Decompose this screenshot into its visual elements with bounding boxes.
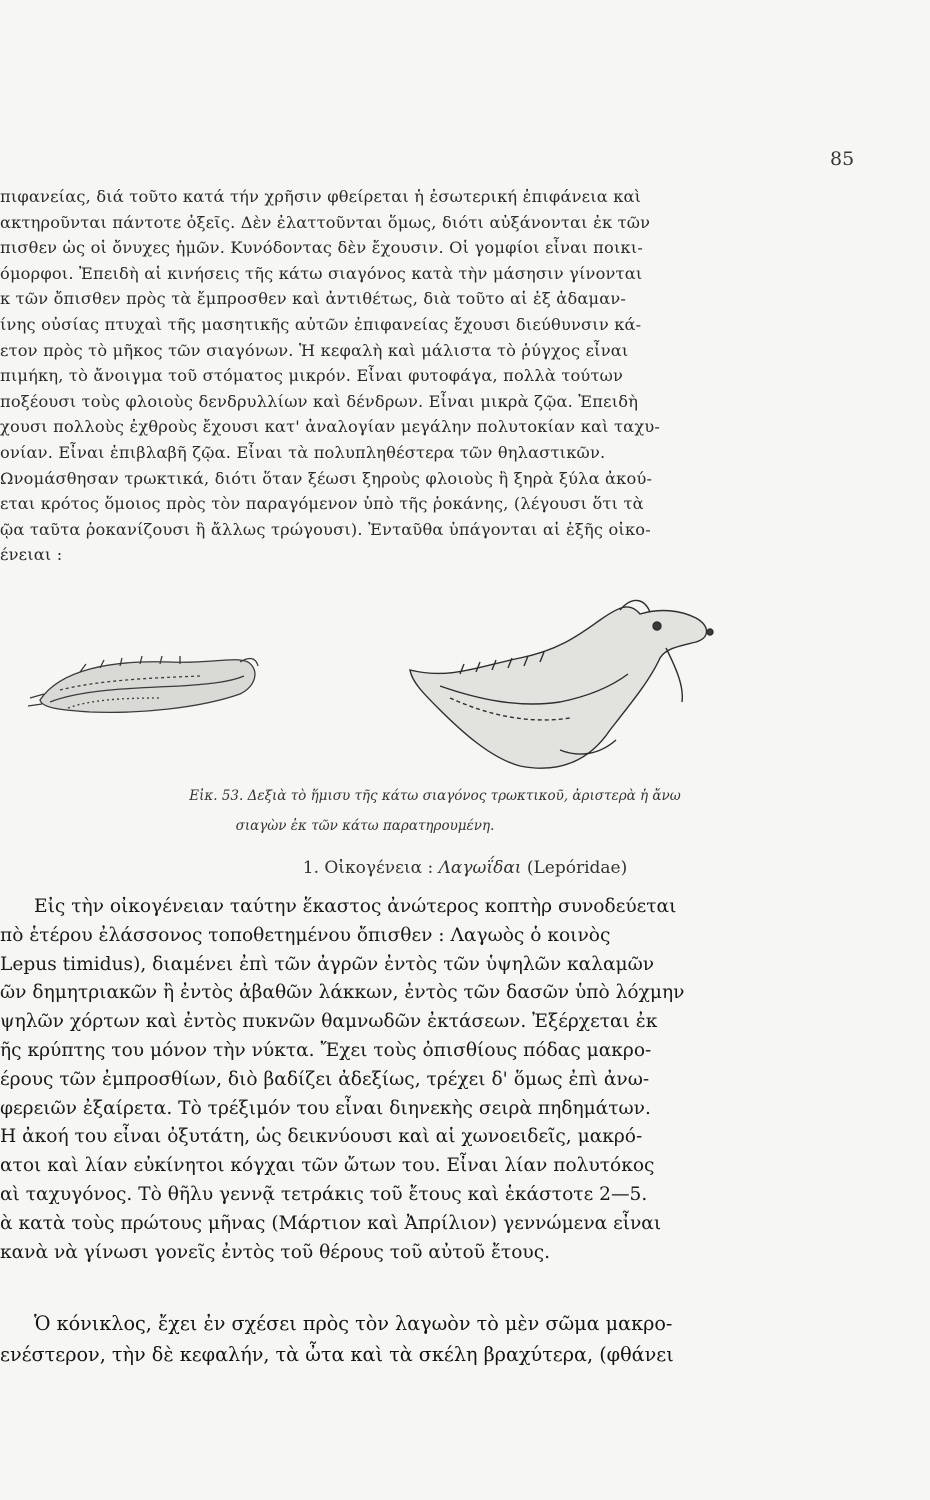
text-line: ῷα ταῦτα ῥοκανίζουσι ἢ ἄλλως τρώγουσι). Ἐνταῦθα ὑπάγονται αἱ ἑξῆς οἰκο- bbox=[0, 519, 651, 539]
text-line: ετον πρὸς τὸ μῆκος τῶν σιαγόνων. Ἡ κεφαλὴ καὶ μάλιστα τὸ ῥύγχος εἶναι bbox=[0, 340, 629, 360]
text-line: ῶν δημητριακῶν ἢ ἐντὸς ἀβαθῶν λάκκων, ἐντὸς τῶν δασῶν ὑπὸ λόχμην bbox=[0, 982, 685, 1004]
figure-caption: Εἰκ. 53. Δεξιὰ τὸ ἥμισυ τῆς κάτω σιαγόνος τρωκτικοῦ, ἀριστερὰ ἡ ἄνω bbox=[189, 788, 681, 804]
text-line: πισθεν ὡς οἱ ὄνυχες ἡμῶν. Κυνόδοντας δὲν ἔχουσιν. Οἱ γομφίοι εἶναι ποικι- bbox=[0, 238, 644, 258]
intro-paragraph bbox=[0, 184, 800, 568]
figure-caption-continued: σιαγὼν ἐκ τῶν κάτω παρατηρουμένη. bbox=[235, 818, 495, 834]
family-greek-name: Λαγωΐδαι bbox=[438, 858, 522, 878]
text-line: Ωνομάσθησαν τρωκτικά, διότι ὅταν ξέωσι ξηροὺς φλοιοὺς ἢ ξηρὰ ξύλα ἀκού- bbox=[0, 468, 653, 488]
text-line: ὰ κατὰ τοὺς πρώτους μῆνας (Μάρτιον καὶ Ἀπρίλιον) γεννώμενα εἶναι bbox=[0, 1212, 662, 1234]
upper-jaw-sketch bbox=[28, 656, 258, 712]
text-line: όμορφοι. Ἐπειδὴ αἱ κινήσεις τῆς κάτω σιαγόνος κατὰ τὴν μάσησιν γίνονται bbox=[0, 263, 643, 283]
family-heading bbox=[0, 858, 930, 878]
text-line: χουσι πολλοὺς ἐχθροὺς ἔχουσι κατ' ἀναλογίαν μεγάλην πολυτοκίαν καὶ ταχυ- bbox=[0, 417, 661, 437]
text-line: ατοι καὶ λίαν εὐκίνητοι κόγχαι τῶν ὤτων του. Εἶναι λίαν πολυτόκος bbox=[0, 1155, 655, 1177]
text-line: ποξέουσι τοὺς φλοιοὺς δενδρυλλίων καὶ δένδρων. Εἶναι μικρὰ ζῷα. Ἐπειδὴ bbox=[0, 391, 639, 411]
text-line: ίνης οὐσίας πτυχαὶ τῆς μασητικῆς αὐτῶν ἐπιφανείας ἔχουσι διεύθυνσιν κά- bbox=[0, 314, 642, 334]
rabbit-paragraph bbox=[0, 1308, 770, 1370]
text-line: Ὁ κόνικλος, ἔχει ἐν σχέσει πρὸς τὸν λαγωὸν τὸ μὲν σῶμα μακρο- bbox=[34, 1312, 673, 1335]
page-number: 85 bbox=[830, 148, 855, 170]
text-line: ονίαν. Εἶναι ἐπιβλαβῆ ζῷα. Εἶναι τὰ πολυπληθέστερα τῶν θηλαστικῶν. bbox=[0, 442, 606, 462]
text-line: φερειῶν ἐξαίρετα. Τὸ τρέξιμόν του εἶναι διηνεκὴς σειρὰ πηδημάτων. bbox=[0, 1097, 651, 1119]
rodent-jaw-drawing bbox=[20, 590, 800, 790]
text-line: ψηλῶν χόρτων καὶ ἐντὸς πυκνῶν θαμνωδῶν ἐκτάσεων. Ἐξέρχεται ἐκ bbox=[0, 1011, 658, 1033]
text-line: πιφανείας, διά τοῦτο κατά τήν χρῆσιν φθείρεται ἡ ἐσωτερική ἐπιφάνεια καὶ bbox=[0, 187, 642, 206]
text-line: πιμήκη, τὸ ἄνοιγμα τοῦ στόματος μικρόν. Εἶναι φυτοφάγα, πολλὰ τούτων bbox=[0, 366, 624, 386]
text-line: ῆς κρύπτης του μόνον τὴν νύκτα. Ἔχει τοὺς ὀπισθίους πόδας μακρο- bbox=[0, 1039, 652, 1061]
lower-jaw-sketch bbox=[410, 600, 713, 768]
text-line: αὶ ταχυγόνος. Τὸ θῆλυ γεννᾷ τετράκις τοῦ ἔτους καὶ ἑκάστοτε 2—5. bbox=[0, 1183, 648, 1205]
text-line: ενέστερον, τὴν δὲ κεφαλήν, τὰ ὦτα καὶ τὰ σκέλη βραχύτερα, (φθάνει bbox=[0, 1343, 674, 1366]
text-line: Η ἀκοή του εἶναι ὀξυτάτη, ὡς δεικνύουσι καὶ αἱ χωνοειδεῖς, μακρό- bbox=[0, 1126, 643, 1148]
text-line: Lepus timidus), διαμένει ἐπὶ τῶν ἀγρῶν ἐντὸς τῶν ὑψηλῶν καλαμῶν bbox=[0, 953, 655, 975]
family-latin-name: (Lepóridae) bbox=[526, 858, 628, 878]
text-line: έρους τῶν ἐμπροσθίων, διὸ βαδίζει ἀδεξίως, τρέχει δ' ὅμως ἐπὶ ἀνω- bbox=[0, 1068, 650, 1090]
family-heading-prefix: 1. Οἰκογένεια : bbox=[302, 858, 434, 878]
text-line: κ τῶν ὄπισθεν πρὸς τὰ ἔμπροσθεν καὶ ἀντιθέτως, διὰ τοῦτο αἱ ἐξ ἀδαμαν- bbox=[0, 289, 627, 309]
text-line: ένειαι : bbox=[0, 545, 63, 565]
jaw-illustration bbox=[20, 590, 800, 790]
hare-paragraph bbox=[0, 893, 770, 1267]
text-line: Εἰς τὴν οἰκογένειαν ταύτην ἕκαστος ἀνώτερος κοπτὴρ συνοδεύεται bbox=[34, 896, 677, 917]
text-line: πὸ ἑτέρου ἐλάσσονος τοποθετημένου ὄπισθεν : Λαγωὸς ὁ κοινὸς bbox=[0, 924, 611, 946]
text-line: ακτηροῦνται πάντοτε ὀξεῖς. Δὲν ἐλαττοῦνται ὅμως, διότι αὐξάνονται ἐκ τῶν bbox=[0, 212, 651, 232]
text-line: εται κρότος ὅμοιος πρὸς τὸν παραγόμενον ὑπὸ τῆς ῥοκάνης, (λέγουσι ὅτι τὰ bbox=[0, 494, 644, 514]
text-line: κανὰ νὰ γίνωσι γονεῖς ἐντὸς τοῦ θέρους τοῦ αὐτοῦ ἔτους. bbox=[0, 1241, 551, 1263]
